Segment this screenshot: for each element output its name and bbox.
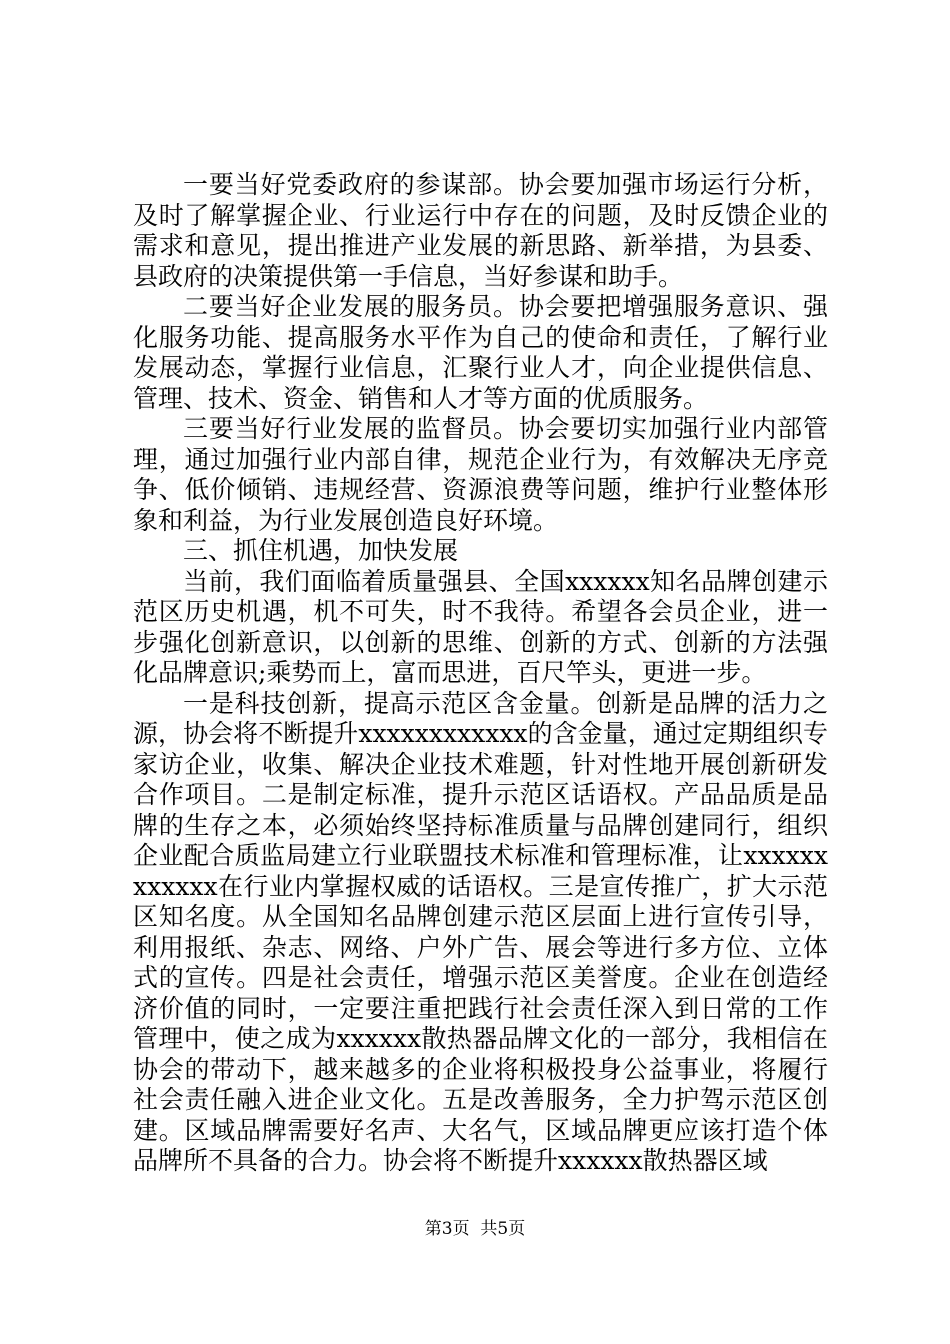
paragraph-3: 三要当好行业发展的监督员。协会要切实加强行业内部管理，通过加强行业内部自律，规范企业行为，有效解决无序竞争、低价倾销、违规经营、资源浪费等问题，维护行业整体形象和利益，为行业发展创造良好环境。 <box>133 414 828 535</box>
paragraph-1: 一要当好党委政府的参谋部。协会要加强市场运行分析，及时了解掌握企业、行业运行中存在的问题，及时反馈企业的需求和意见，提出推进产业发展的新思路、新举措，为县委、县政府的决策提供第一手信息，当好参谋和助手。 <box>133 170 828 291</box>
paragraph-2: 二要当好企业发展的服务员。协会要把增强服务意识、强化服务功能、提高服务水平作为自己的使命和责任，了解行业发展动态，掌握行业信息，汇聚行业人才，向企业提供信息、管理、技术、资金、销售和人才等方面的优质服务。 <box>133 292 828 413</box>
paragraph-4: 当前，我们面临着质量强县、全国xxxxxx知名品牌创建示范区历史机遇，机不可失，时不我待。希望各会员企业，进一步强化创新意识，以创新的思维、创新的方式、创新的方法强化品牌意识;乘势而上，富而思进，百尺竿头，更进一步。 <box>133 566 828 687</box>
document-body <box>133 170 828 1177</box>
paragraph-5: 一是科技创新，提高示范区含金量。创新是品牌的活力之源，协会将不断提升xxxxxxxxxxxx的含金量，通过定期组织专家访企业，收集、解决企业技术难题，针对性地开展创新研发合作项目。二是制定标准，提升示范区话语权。产品品质是品牌的生存之本，必须始终坚持标准质量与品牌创建同行，组织企业配合质监局建立行业联盟技术标准和管理标准，让xxxxxxxxxxxx在行业内掌握权威的话语权。三是宣传推广，扩大示范区知名度。从全国知名品牌创建示范区层面上进行宣传引导，利用报纸、杂志、网络、户外广告、展会等进行多方位、立体式的宣传。四是社会责任，增强示范区美誉度。企业在创造经济价值的同时，一定要注重把践行社会责任深入到日常的工作管理中，使之成为xxxxxx散热器品牌文化的一部分，我相信在协会的带动下，越来越多的企业将积极投身公益事业，将履行社会责任融入进企业文化。五是改善服务，全力护驾示范区创建。区域品牌需要好名声、大名气，区域品牌更应该打造个体品牌所不具备的合力。协会将不断提升xxxxxx散热器区域 <box>133 688 828 1175</box>
page-number-footer: 第3页 共5页 <box>424 1219 526 1239</box>
section-heading: 三、抓住机遇，加快发展 <box>183 536 459 565</box>
